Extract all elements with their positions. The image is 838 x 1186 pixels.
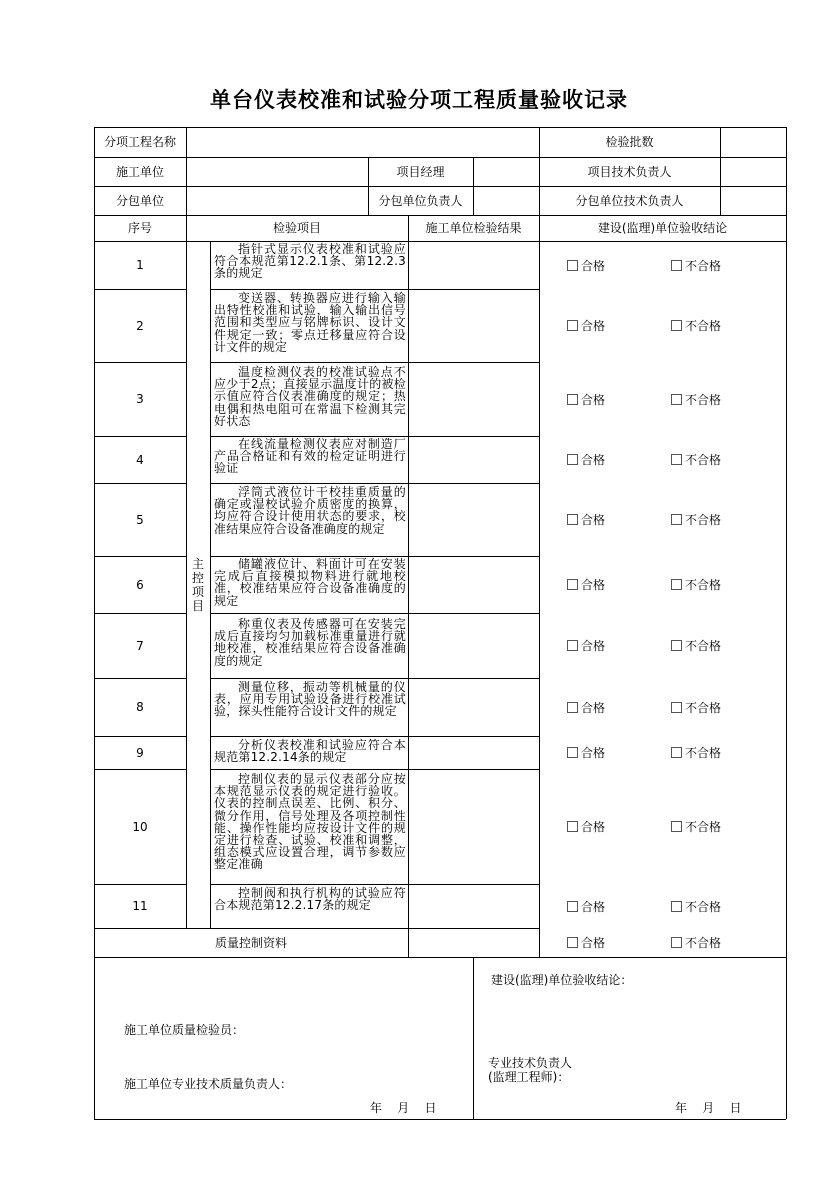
construction-unit-label: 施工单位 bbox=[115, 164, 164, 179]
inspection-item-text: 温度检测仪表的校准试验点不应少于2点；直接显示温度计的被检示值应符合仪表准确度的规定；热电偶和热电阻可在常温下检测其完好状态 bbox=[214, 365, 406, 428]
checkbox-icon[interactable] bbox=[567, 579, 578, 590]
row-pass-option[interactable] bbox=[567, 512, 605, 528]
row-pass-option[interactable] bbox=[567, 699, 605, 715]
row-number: 9 bbox=[136, 745, 144, 760]
category-label: 主 控 项 目 bbox=[191, 557, 204, 613]
page-title: 单台仪表校准和试验分项工程质量验收记录 bbox=[210, 88, 628, 112]
row-pass-label: 合格 bbox=[581, 820, 606, 834]
inspection-item bbox=[212, 887, 408, 911]
row-fail-option[interactable] bbox=[671, 745, 721, 761]
owner-lead-line1: 专业技术负责人 bbox=[488, 1056, 573, 1070]
row-pass-option[interactable] bbox=[567, 745, 605, 761]
row-pass-label: 合格 bbox=[581, 513, 606, 527]
col-item: 检验项目 bbox=[272, 221, 321, 235]
checkbox-icon[interactable] bbox=[671, 937, 682, 948]
checkbox-icon[interactable] bbox=[567, 937, 578, 948]
quality-docs-fail[interactable]: 不合格 bbox=[671, 934, 721, 950]
quality-docs-pass[interactable]: 合格 bbox=[567, 934, 605, 950]
row-fail-label: 不合格 bbox=[685, 820, 722, 834]
row-number: 4 bbox=[136, 452, 144, 467]
sub-project-name-label: 分项工程名称 bbox=[103, 135, 176, 149]
inspection-item-text: 储罐液位计、料面计可在安装完成后直接模拟物料进行就地校准，校准结果应符合设备准确度的规定 bbox=[214, 557, 406, 608]
date-left: 年 月 日 bbox=[370, 1101, 437, 1115]
row-pass-label: 合格 bbox=[581, 899, 606, 914]
col-construction-result: 施工单位检验结果 bbox=[425, 221, 522, 235]
row-fail-option[interactable] bbox=[671, 577, 721, 593]
checkbox-icon[interactable] bbox=[671, 394, 682, 405]
subcontract-tech-lead-label: 分包单位技术负责人 bbox=[575, 193, 684, 208]
tech-quality-lead-label: 施工单位专业技术质量负责人： bbox=[124, 1077, 293, 1091]
row-fail-option[interactable] bbox=[671, 318, 721, 334]
row-fail-label: 不合格 bbox=[685, 453, 722, 467]
row-fail-option[interactable] bbox=[671, 898, 721, 914]
checkbox-icon[interactable] bbox=[671, 579, 682, 590]
inspection-item-text: 控制阀和执行机构的试验应符合本规范第12.2.17条的规定 bbox=[214, 886, 406, 913]
row-fail-option[interactable] bbox=[671, 638, 721, 654]
checkbox-icon[interactable] bbox=[567, 514, 578, 525]
checkbox-icon[interactable] bbox=[671, 901, 682, 912]
row-fail-label: 不合格 bbox=[685, 319, 722, 333]
row-pass-option[interactable] bbox=[567, 257, 605, 273]
row-fail-label: 不合格 bbox=[685, 578, 722, 592]
checkbox-icon[interactable] bbox=[671, 454, 682, 465]
row-pass-option[interactable] bbox=[567, 638, 605, 654]
date-right: 年 月 日 bbox=[675, 1101, 742, 1115]
checkbox-icon[interactable] bbox=[671, 747, 682, 758]
row-number: 1 bbox=[136, 258, 144, 272]
quality-docs-label: 质量控制资料 bbox=[214, 935, 287, 950]
project-tech-lead-label: 项目技术负责人 bbox=[587, 164, 672, 179]
row-fail-option[interactable] bbox=[671, 452, 721, 468]
row-pass-label: 合格 bbox=[581, 700, 606, 715]
inspection-item-text: 分析仪表校准和试验应符合本规范第12.2.14条的规定 bbox=[214, 738, 406, 765]
row-pass-label: 合格 bbox=[581, 639, 606, 653]
inspection-item bbox=[212, 618, 408, 667]
inspection-item bbox=[212, 681, 408, 718]
subcontract-unit-label: 分包单位 bbox=[115, 193, 164, 208]
inspection-batch-label: 检验批数 bbox=[605, 135, 654, 149]
inspection-item-text: 指针式显示仪表校准和试验应符合本规范第12.2.1条、第12.2.3条的规定 bbox=[214, 242, 406, 281]
row-fail-label: 不合格 bbox=[685, 899, 722, 914]
inspection-item bbox=[212, 558, 408, 607]
checkbox-icon[interactable] bbox=[671, 821, 682, 832]
inspection-item-text: 变送器、转换器应进行输入输出特性校准和试验，输入输出信号范围和类型应与铭牌标识、设计文件规定一致；零点迁移量应符合设计文件的规定 bbox=[214, 291, 406, 354]
checkbox-icon[interactable] bbox=[671, 514, 682, 525]
inspection-item bbox=[212, 739, 408, 763]
row-fail-option[interactable] bbox=[671, 512, 721, 528]
checkbox-icon[interactable] bbox=[567, 320, 578, 331]
checkbox-icon[interactable] bbox=[671, 320, 682, 331]
inspection-item-text: 浮筒式液位计干校挂重质量的确定或湿校试验介质密度的换算，均应符合设计使用状态的要求，校准结果应符合设备准确度的规定 bbox=[214, 485, 406, 536]
row-fail-option[interactable] bbox=[671, 257, 721, 273]
owner-lead-line2: (监理工程师)： bbox=[488, 1070, 570, 1084]
row-fail-label: 不合格 bbox=[685, 392, 722, 407]
row-number: 8 bbox=[136, 700, 144, 714]
row-fail-label: 不合格 bbox=[685, 258, 722, 273]
checkbox-icon[interactable] bbox=[567, 901, 578, 912]
row-fail-label: 不合格 bbox=[685, 700, 722, 715]
row-fail-option[interactable] bbox=[671, 819, 721, 835]
inspection-item bbox=[212, 292, 408, 353]
row-fail-option[interactable] bbox=[671, 391, 721, 407]
row-pass-option[interactable] bbox=[567, 452, 605, 468]
row-fail-label: 不合格 bbox=[685, 746, 722, 760]
inspector-label: 施工单位质量检验员： bbox=[124, 1023, 245, 1037]
row-pass-label: 合格 bbox=[581, 258, 606, 273]
col-seq: 序号 bbox=[127, 221, 152, 235]
inspection-item-text: 控制仪表的显示仪表部分应按本规范显示仪表的规定进行验收。仪表的控制点误差、比例、积分、微分作用，信号处理及各项控制性能、操作性能均应按设计文件的规定进行检查、试验、校准和调整，组态模式应设置合理，调节参数应整定准确 bbox=[214, 772, 406, 872]
row-pass-label: 合格 bbox=[581, 319, 606, 333]
inspection-item bbox=[212, 243, 408, 280]
row-pass-option[interactable] bbox=[567, 577, 605, 593]
row-pass-option[interactable] bbox=[567, 318, 605, 334]
row-number: 2 bbox=[136, 318, 144, 333]
subcontract-lead-label: 分包单位负责人 bbox=[378, 193, 463, 208]
checkbox-icon[interactable] bbox=[567, 394, 578, 405]
row-fail-option[interactable] bbox=[671, 699, 721, 715]
checkbox-icon[interactable] bbox=[671, 260, 682, 271]
checkbox-icon[interactable] bbox=[567, 454, 578, 465]
inspection-item bbox=[212, 773, 408, 871]
checkbox-icon[interactable] bbox=[567, 747, 578, 758]
row-pass-option[interactable] bbox=[567, 898, 605, 914]
row-number: 3 bbox=[136, 392, 144, 406]
inspection-item bbox=[212, 486, 408, 535]
checkbox-icon[interactable] bbox=[567, 702, 578, 713]
inspection-item-text: 在线流量检测仪表应对制造厂产品合格证和有效的检定证明进行验证 bbox=[214, 437, 406, 476]
inspection-item bbox=[212, 366, 408, 427]
row-pass-option[interactable] bbox=[567, 391, 605, 407]
checkbox-icon[interactable] bbox=[671, 640, 682, 651]
row-pass-label: 合格 bbox=[581, 578, 606, 592]
row-pass-label: 合格 bbox=[581, 392, 606, 407]
col-owner-conclusion: 建设(监理)单位验收结论 bbox=[597, 221, 728, 235]
checkbox-icon[interactable] bbox=[567, 640, 578, 651]
row-number: 11 bbox=[132, 899, 148, 913]
row-number: 5 bbox=[136, 512, 144, 527]
row-fail-label: 不合格 bbox=[685, 639, 722, 653]
row-number: 10 bbox=[132, 819, 148, 834]
row-pass-label: 合格 bbox=[581, 453, 606, 467]
row-number: 7 bbox=[136, 638, 144, 653]
checkbox-icon[interactable] bbox=[671, 702, 682, 713]
checkbox-icon[interactable] bbox=[567, 260, 578, 271]
row-pass-label: 合格 bbox=[581, 746, 606, 760]
row-pass-option[interactable] bbox=[567, 819, 605, 835]
owner-conclusion-label: 建设(监理)单位验收结论： bbox=[491, 973, 633, 987]
row-number: 6 bbox=[136, 577, 144, 592]
inspection-item-text: 测量位移，振动等机械量的仪表，应用专用试验设备进行校准试验，探头性能符合设计文件的规定 bbox=[214, 680, 406, 719]
project-manager-label: 项目经理 bbox=[396, 164, 445, 179]
inspection-item-text: 称重仪表及传感器可在安装完成后直接均匀加载标准重量进行就地校准，校准结果应符合设备准确度的规定 bbox=[214, 617, 406, 668]
checkbox-icon[interactable] bbox=[567, 821, 578, 832]
row-fail-label: 不合格 bbox=[685, 513, 722, 527]
inspection-item bbox=[212, 438, 408, 475]
